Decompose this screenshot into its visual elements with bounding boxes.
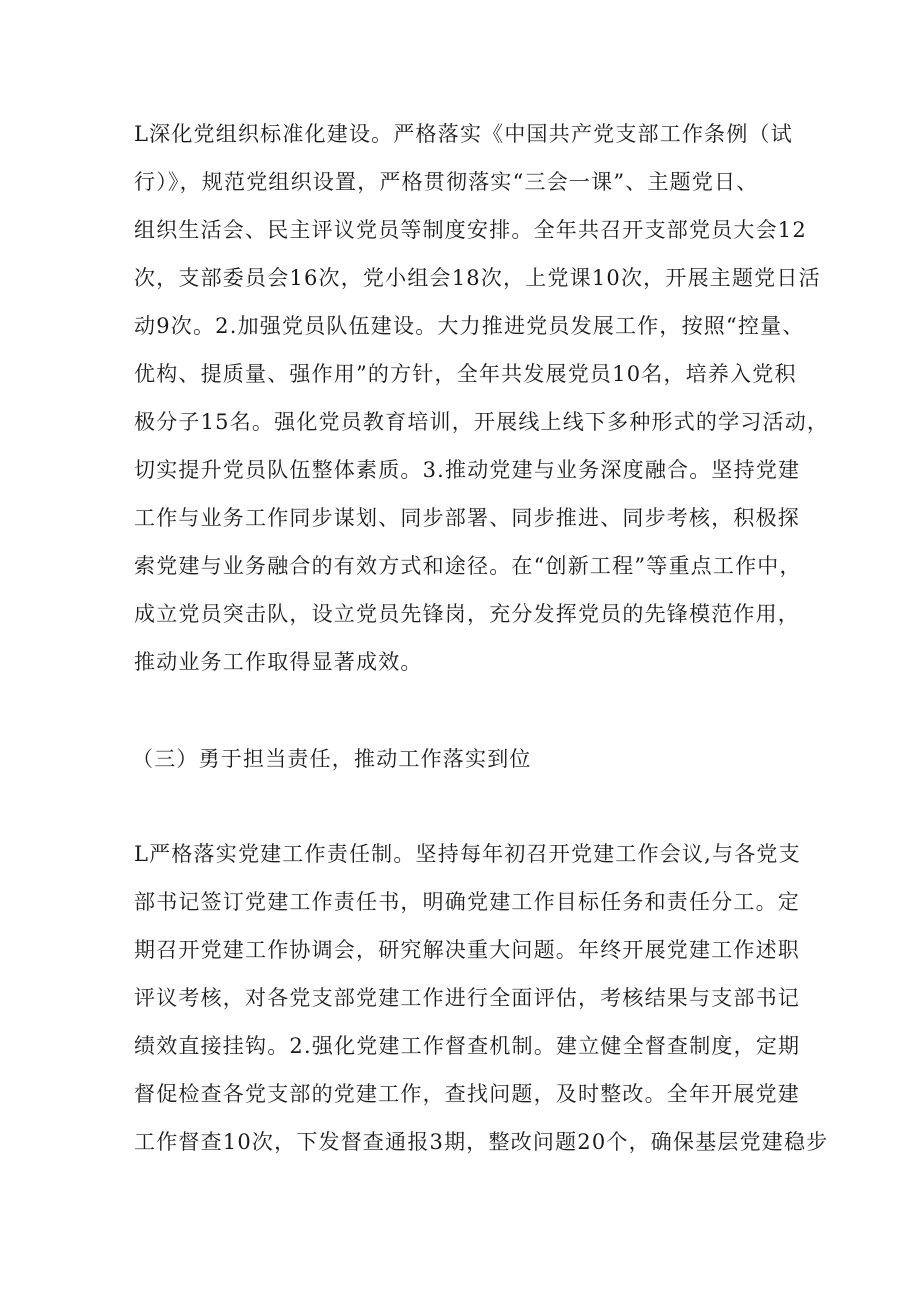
text-line: 期召开党建工作协调会，研究解决重大问题。年终开展党建工作述职 xyxy=(134,938,800,962)
text-line: 索党建与业务融合的有效方式和途径。在“创新工程”等重点工作中， xyxy=(134,554,802,578)
text-line: 优构、提质量、强作用”的方针，全年共发展党员10名，培养入党积 xyxy=(134,362,797,386)
text-line: 组织生活会、民主评议党员等制度安排。全年共召开支部党员大会12 xyxy=(134,218,807,242)
text-line: 极分子15名。强化党员教育培训，开展线上线下多种形式的学习活动， xyxy=(134,410,830,434)
text-line: 成立党员突击队，设立党员先锋岗，充分发挥党员的先锋模范作用， xyxy=(134,602,800,626)
text-line: 绩效直接挂钩。2.强化党建工作督查机制。建立健全督查制度，定期 xyxy=(134,1034,801,1058)
text-line: 部书记签订党建工作责任书，明确党建工作目标任务和责任分工。定 xyxy=(134,890,800,914)
text-line: 督促检查各党支部的党建工作，查找问题，及时整改。全年开展党建 xyxy=(134,1082,800,1106)
text-line: 行）》，规范党组织设置，严格贯彻落实“三会一课”、主题党日、 xyxy=(134,170,759,194)
text-line: L严格落实党建工作责任制。坚持每年初召开党建工作会议,与各党支 xyxy=(134,842,801,866)
text-line: L深化党组织标准化建设。严格落实《中国共产党支部工作条例（试 xyxy=(134,122,793,146)
text-line: 工作与业务工作同步谋划、同步部署、同步推进、同步考核，积极探 xyxy=(134,506,800,530)
text-line: 次，支部委员会16次，党小组会18次，上党课10次，开展主题党日活 xyxy=(134,266,821,290)
text-line: 动9次。2.加强党员队伍建设。大力推进党员发展工作，按照“控量、 xyxy=(134,314,805,338)
paragraph-party-organization xyxy=(134,110,830,686)
paragraph-responsibility xyxy=(134,830,829,1166)
text-line: 工作督查10次，下发督查通报3期，整改问题20个，确保基层党建稳步 xyxy=(134,1130,829,1154)
section-heading: （三）勇于担当责任，推动工作落实到位 xyxy=(132,747,532,771)
text-line: 评议考核，对各党支部党建工作进行全面评估，考核结果与支部书记 xyxy=(134,986,800,1010)
text-line: 切实提升党员队伍整体素质。3.推动党建与业务深度融合。坚持党建 xyxy=(134,458,801,482)
text-line: 推动业务工作取得显著成效。 xyxy=(134,650,423,674)
